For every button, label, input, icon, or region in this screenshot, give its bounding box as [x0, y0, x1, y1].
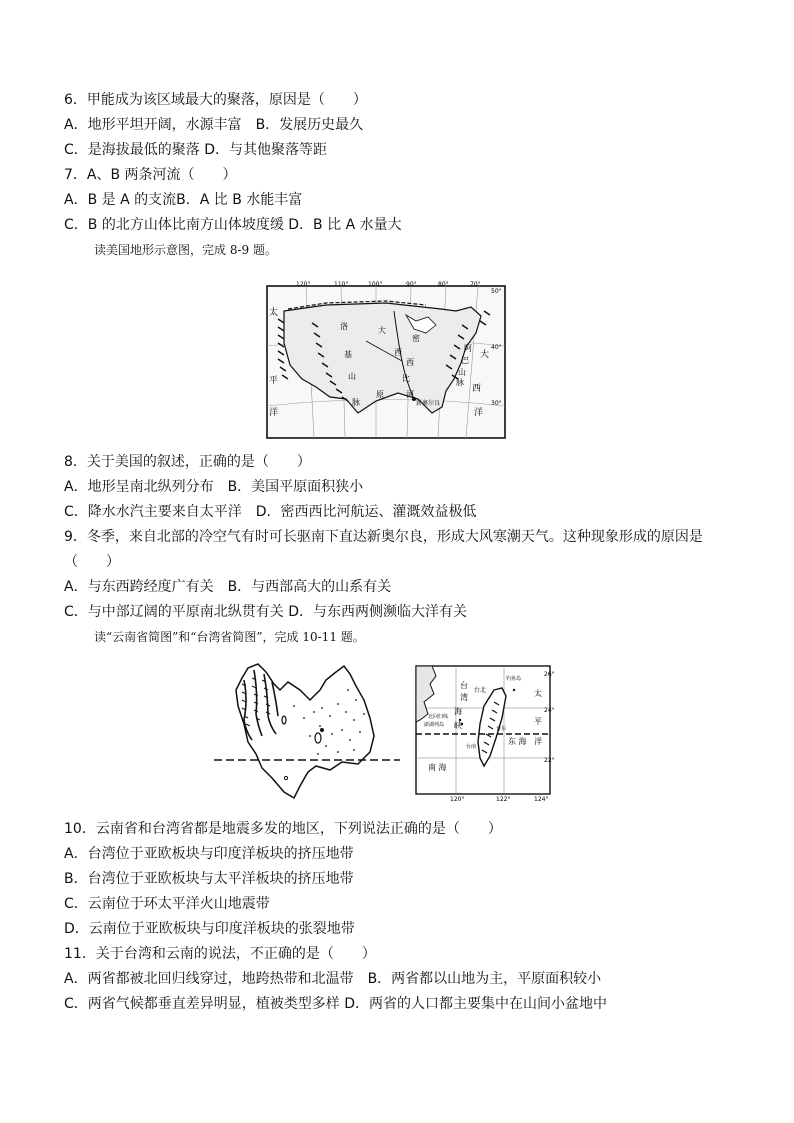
strait-label-3: 海: [454, 707, 462, 716]
erhai-lake: [282, 716, 286, 724]
taitung-label: 台东: [496, 726, 507, 732]
q6-options-ab: A．地形平坦开阔，水源丰富 B．发展历史最久: [64, 117, 364, 133]
rocky-label-1: 洛: [340, 322, 348, 331]
taiwan-lon-122: 122°: [496, 796, 511, 802]
taiwan-lat-22: 22°: [544, 757, 555, 764]
miss-label-1: 密: [412, 334, 420, 343]
strait-label-1: 台: [460, 681, 468, 690]
q10-option-d: D．云南位于亚欧板块与印度洋板块的张裂地带: [64, 921, 355, 937]
yunnan-province-map: [214, 660, 400, 804]
q10-option-a: A．台湾位于亚欧板块与印度洋板块的挤压地带: [64, 846, 354, 862]
usa-lon-110: 110°: [334, 281, 349, 288]
q8-options-ab: A．地形呈南北纵列分布 B．美国平原面积狭小: [64, 479, 364, 495]
q10-option-c: C．云南位于环太平洋火山地震带: [64, 896, 270, 912]
q11-options-cd: C．两省气候都垂直差异明显，植被类型多样 D．两省的人口都主要集中在山间小盆地中: [64, 996, 608, 1012]
tainan-label: 台南: [466, 744, 477, 750]
pacific-label-3: 洋: [269, 408, 279, 418]
appal-label-3: 山: [458, 368, 466, 377]
pacific-label-1: 太: [269, 308, 279, 318]
q7-options-ab: A．B 是 A 的支流B．A 比 B 水能丰富: [64, 192, 303, 208]
q9-options-cd: C．与中部辽阔的平原南北纵贯有关 D．与东西两侧濒临大洋有关: [64, 604, 468, 620]
usa-lon-90: 90°: [406, 281, 417, 288]
miss-label-4: 比: [402, 374, 410, 383]
strait-label-2: 湾: [460, 693, 468, 702]
tw-pacific-label-2: 平: [534, 717, 542, 726]
q7-options-cd: C．B 的北方山体比南方山体坡度缓 D．B 比 A 水量大: [64, 217, 402, 233]
south-sea-label: 南 海: [428, 763, 447, 772]
east-sea-label: 东 海: [508, 737, 527, 746]
q9-options-ab: A．与东西跨经度广有关 B．与西部高大的山系有关: [64, 579, 392, 595]
q8-options-cd: C．降水水汽主要来自太平洋 D．密西西比河航运、灌溉效益极低: [64, 504, 477, 520]
usa-lat-40: 40°: [491, 344, 502, 351]
tw-pacific-label-1: 太: [534, 689, 542, 698]
usa-lat-30: 30°: [491, 400, 502, 407]
intro-8-9: 读美国地形示意图，完成 8-9 题。: [94, 243, 277, 257]
kunming-dot: [320, 728, 324, 732]
pacific-label-2: 平: [269, 376, 279, 386]
usa-lon-70: 70°: [470, 281, 481, 288]
q6-options-cd: C．是海拔最低的聚落 D．与其他聚落等距: [64, 142, 328, 158]
taipei-label: 台北: [474, 687, 487, 694]
rocky-label-2: 基: [344, 350, 352, 359]
intro-10-11: 读“云南省简图”和“台湾省简图”，完成 10-11 题。: [94, 630, 365, 644]
usa-lon-80: 80°: [438, 281, 449, 288]
usa-lon-120: 120°: [296, 281, 311, 288]
plain-label-2: 原: [376, 390, 384, 399]
new-orleans-label: 新奥尔良: [416, 400, 441, 407]
q9-stem-cont: （ ）: [64, 554, 120, 570]
rocky-label-3: 山: [348, 372, 356, 381]
taiwan-lat-24: 24°: [544, 707, 555, 714]
q11-options-ab: A．两省都被北回归线穿过，地跨热带和北温带 B．两省都以山地为主，平原面积较小: [64, 971, 602, 987]
taiwan-province-map: [410, 662, 560, 802]
taiwan-lon-120: 120°: [450, 796, 465, 802]
q11-stem: 11．关于台湾和云南的说法，不正确的是（ ）: [64, 946, 376, 962]
taiwan-lat-26: 26°: [544, 671, 555, 678]
yunnan-outline: [236, 664, 374, 798]
miss-label-2: 西: [394, 348, 402, 357]
appal-label-2: 巴: [461, 356, 469, 365]
diaoyu-dot: [513, 689, 515, 691]
q10-stem: 10．云南省和台湾省都是地震多发的地区，下列说法正确的是（ ）: [64, 821, 502, 837]
plain-label-1: 大: [378, 326, 386, 335]
appal-label-1: 阿: [464, 344, 472, 353]
tw-pacific-label-3: 洋: [534, 737, 542, 746]
atlantic-label-2: 西: [472, 384, 482, 394]
rocky-label-4: 脉: [352, 398, 360, 407]
tropic-label: 北回归线: [428, 714, 449, 720]
q6-stem: 6．甲能成为该区域最大的聚落，原因是（ ）: [64, 92, 367, 108]
miss-label-5: 河: [406, 390, 414, 399]
taiwan-lon-124: 124°: [534, 796, 549, 802]
diaoyu-label: 钓鱼岛: [506, 676, 522, 682]
usa-lon-100: 100°: [368, 281, 383, 288]
q10-option-b: B．台湾位于亚欧板块与太平洋板块的挤压地带: [64, 871, 354, 887]
usa-terrain-map: [266, 281, 506, 439]
q7-stem: 7．A、B 两条河流（ ）: [64, 167, 237, 183]
penghu-label: 澎湖列岛: [424, 722, 445, 728]
atlantic-label-3: 洋: [474, 408, 484, 418]
q9-stem: 9．冬季，来自北部的冷空气有时可长驱南下直达新奥尔良，形成大风寒潮天气。这种现象形成的原因是: [64, 529, 703, 545]
appal-label-4: 脉: [456, 378, 464, 387]
usa-lat-50: 50°: [491, 288, 502, 295]
dianchi-lake: [315, 733, 321, 743]
miss-label-3: 西: [406, 358, 414, 367]
strait-label-4: 峡: [454, 721, 462, 730]
q8-stem: 8．关于美国的叙述，正确的是（ ）: [64, 454, 311, 470]
atlantic-label-1: 大: [480, 350, 490, 360]
